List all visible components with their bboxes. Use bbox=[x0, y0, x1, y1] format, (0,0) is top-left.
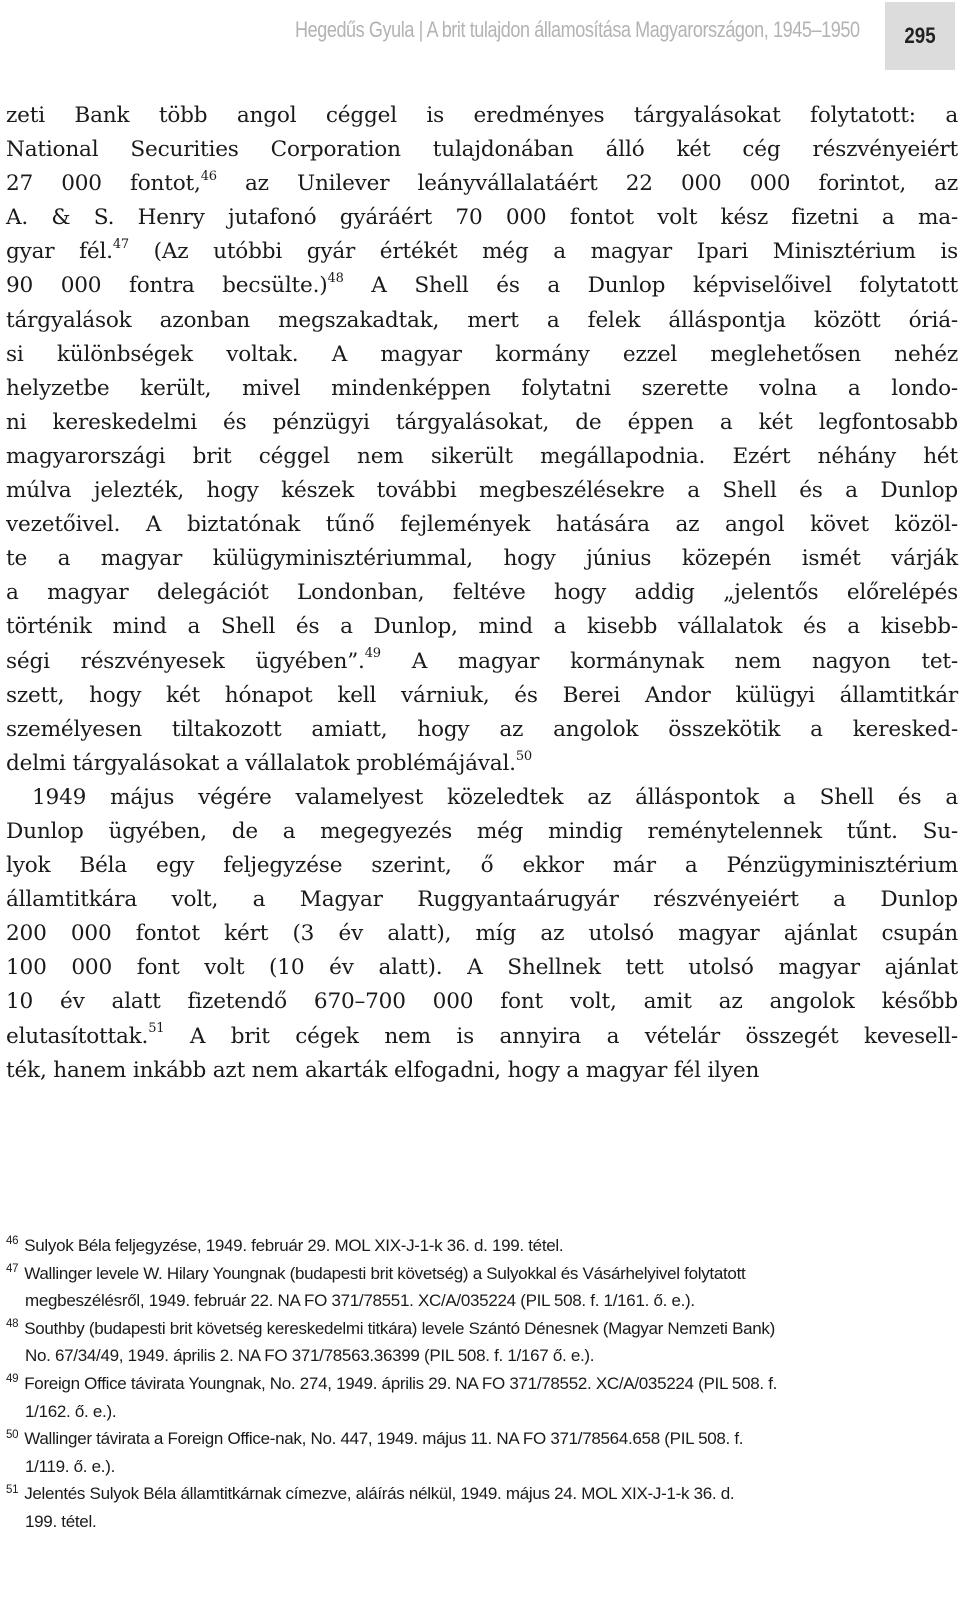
footnote-number: 47 bbox=[6, 1262, 19, 1275]
footnote-number: 46 bbox=[6, 1235, 19, 1248]
body-text bbox=[6, 99, 958, 1088]
footnote-line bbox=[6, 1453, 958, 1481]
text-line: a magyar delegációt Londonban, feltéve hogy addig „jelentős előrelépés bbox=[6, 580, 958, 606]
footnote-number: 50 bbox=[6, 1428, 19, 1441]
text-segment: A brit cégek nem is annyira a vételár összegét kevesell- bbox=[164, 1023, 958, 1049]
footnote-line bbox=[6, 1398, 958, 1426]
page-number-box bbox=[885, 2, 955, 70]
footnote-line bbox=[6, 1260, 958, 1288]
text-segment: A magyar kormánynak nem nagyon tet- bbox=[380, 648, 958, 674]
footnote-text: Wallinger levele W. Hilary Youngnak (budapesti brit követség) a Sulyokkal és Vásárhelyivel folytatott bbox=[24, 1263, 746, 1283]
text-line: si különbségek voltak. A magyar kormány ezzel meglehetősen nehéz bbox=[6, 341, 958, 367]
footnote-line bbox=[6, 1315, 958, 1343]
footnote-text: Southby (budapesti brit követség kereskedelmi titkára) levele Szántó Dénesnek (Magyar Nemzeti Bank) bbox=[24, 1318, 775, 1338]
footnote-text: No. 67/34/49, 1949. április 2. NA FO 371/78563.36399 (PIL 508. f. 1/167 ő. e.). bbox=[25, 1346, 595, 1366]
footnote-line bbox=[6, 1480, 958, 1508]
footnote-text: 1/162. ő. e.). bbox=[25, 1401, 117, 1421]
text-segment: az Unilever leányvállalatáért 22 000 000 forintot, az bbox=[216, 171, 958, 197]
text-line bbox=[6, 167, 958, 201]
text-line: 100 000 font volt (10 év alatt). A Shellnek tett utolsó magyar ajánlat bbox=[6, 955, 958, 981]
text-segment: elutasítottak. bbox=[6, 1023, 149, 1049]
text-line bbox=[6, 747, 958, 781]
text-segment: ségi részvényesek ügyében”. bbox=[6, 648, 365, 674]
footnote-48 bbox=[6, 1315, 958, 1370]
footnote-text: megbeszélésről, 1949. február 22. NA FO 371/78551. XC/A/035224 (PIL 508. f. 1/161. ő. e.). bbox=[25, 1291, 695, 1311]
page-number: 295 bbox=[904, 23, 936, 48]
text-line: személyesen tiltakozott amiatt, hogy az angolok összekötik a keresked- bbox=[6, 716, 958, 742]
footnote-line bbox=[6, 1425, 958, 1453]
text-line: vezetőivel. A biztatónak tűnő fejlemények hatására az angol követ közöl- bbox=[6, 512, 958, 538]
running-head: Hegedűs Gyula | A brit tulajdon államosítása Magyarországon, 1945–1950 bbox=[295, 17, 860, 42]
text-segment: 90 000 fontra becsülte.) bbox=[6, 273, 328, 299]
footnote-line bbox=[6, 1287, 958, 1315]
footnote-text: 199. tétel. bbox=[25, 1511, 97, 1531]
footnote-ref: 46 bbox=[200, 169, 217, 184]
footnote-number: 51 bbox=[6, 1483, 19, 1496]
text-line: lyok Béla egy feljegyzése szerint, ő ekkor már a Pénzügyminisztérium bbox=[6, 853, 958, 879]
footnote-51 bbox=[6, 1480, 958, 1535]
footnote-number: 49 bbox=[6, 1373, 19, 1386]
text-line bbox=[6, 235, 958, 269]
text-line: te a magyar külügyminisztériummal, hogy június közepén ismét várják bbox=[6, 546, 958, 572]
text-line: National Securities Corporation tulajdonában álló két cég részvényeiért bbox=[6, 137, 958, 163]
text-line: ték, hanem inkább azt nem akarták elfogadni, hogy a magyar fél ilyen bbox=[6, 1057, 760, 1083]
text-line bbox=[6, 269, 958, 303]
footnote-number: 48 bbox=[6, 1318, 19, 1331]
footnote-ref: 47 bbox=[112, 237, 129, 253]
text-line: 1949 május végére valamelyest közeledtek az álláspontok a Shell és a bbox=[32, 784, 958, 810]
text-line: A. & S. Henry jutafonó gyáráért 70 000 fontot volt kész fizetni a ma- bbox=[6, 205, 958, 231]
text-line: 10 év alatt fizetendő 670–700 000 font volt, amit az angolok később bbox=[6, 989, 958, 1015]
footnotes bbox=[6, 1232, 958, 1536]
footnote-ref: 49 bbox=[364, 646, 381, 662]
page-header bbox=[0, 0, 960, 75]
text-line: zeti Bank több angol céggel is eredményes tárgyalásokat folytatott: a bbox=[6, 103, 958, 128]
text-line bbox=[6, 1020, 958, 1054]
text-segment: delmi tárgyalásokat a vállalatok problémájával. bbox=[6, 750, 516, 776]
text-line: helyzetbe került, mivel mindenképpen folytatni szerette volna a londo- bbox=[6, 375, 958, 401]
footnote-49 bbox=[6, 1370, 958, 1425]
paragraph-1 bbox=[6, 99, 958, 781]
footnote-text: Wallinger távirata a Foreign Office-nak, No. 447, 1949. május 11. NA FO 371/78564.658 (PIL 508. f. bbox=[24, 1429, 744, 1449]
text-line: ni kereskedelmi és pénzügyi tárgyalásokat, de éppen a két legfontosabb bbox=[6, 409, 958, 435]
text-line: tárgyalások azonban megszakadtak, mert a felek álláspontja között óriá- bbox=[6, 307, 958, 333]
footnote-ref: 48 bbox=[327, 271, 344, 287]
footnote-line bbox=[6, 1342, 958, 1370]
footnote-47 bbox=[6, 1260, 958, 1315]
paragraph-2 bbox=[6, 781, 958, 1088]
text-line: történik mind a Shell és a Dunlop, mind a kisebb vállalatok és a kisebb- bbox=[6, 614, 958, 640]
text-line: 200 000 fontot kért (3 év alatt), míg az utolsó magyar ajánlat csupán bbox=[6, 921, 958, 947]
footnote-text: Sulyok Béla feljegyzése, 1949. február 29. MOL XIX-J-1-k 36. d. 199. tétel. bbox=[24, 1236, 564, 1255]
footnote-line bbox=[6, 1370, 958, 1398]
text-line: magyarországi brit céggel nem sikerült megállapodnia. Ezért néhány hét bbox=[6, 443, 958, 469]
text-line: szett, hogy két hónapot kell várniuk, és Berei Andor külügyi államtitkár bbox=[6, 682, 958, 708]
footnote-50 bbox=[6, 1425, 958, 1480]
footnote-text: Foreign Office távirata Youngnak, No. 274, 1949. április 29. NA FO 371/78552. XC/A/035224 (PIL 508. f. bbox=[24, 1373, 778, 1393]
footnote-line bbox=[6, 1508, 958, 1536]
text-line: múlva jelezték, hogy készek további megbeszélésekre a Shell és a Dunlop bbox=[6, 478, 958, 504]
footnote-text: Jelentés Sulyok Béla államtitkárnak címezve, aláírás nélkül, 1949. május 24. MOL XIX-J-1-k 36. d. bbox=[24, 1484, 735, 1504]
footnote-line bbox=[6, 1232, 958, 1260]
footnote-46 bbox=[6, 1232, 958, 1260]
text-line: Dunlop ügyében, de a megegyezés még mindig reménytelennek tűnt. Su- bbox=[6, 818, 958, 844]
text-line bbox=[6, 645, 958, 679]
footnote-text: 1/119. ő. e.). bbox=[25, 1456, 115, 1476]
text-segment: 27 000 fontot, bbox=[6, 171, 201, 197]
text-segment: A Shell és a Dunlop képviselőivel folytatott bbox=[343, 273, 958, 299]
text-segment: (Az utóbbi gyár értékét még a magyar Ipari Minisztérium is bbox=[128, 239, 958, 265]
text-line: államtitkára volt, a Magyar Ruggyantaárugyár részvényeiért a Dunlop bbox=[6, 887, 958, 913]
footnote-ref: 51 bbox=[148, 1021, 165, 1037]
text-segment: gyar fél. bbox=[6, 239, 113, 265]
footnote-ref: 50 bbox=[515, 748, 532, 764]
